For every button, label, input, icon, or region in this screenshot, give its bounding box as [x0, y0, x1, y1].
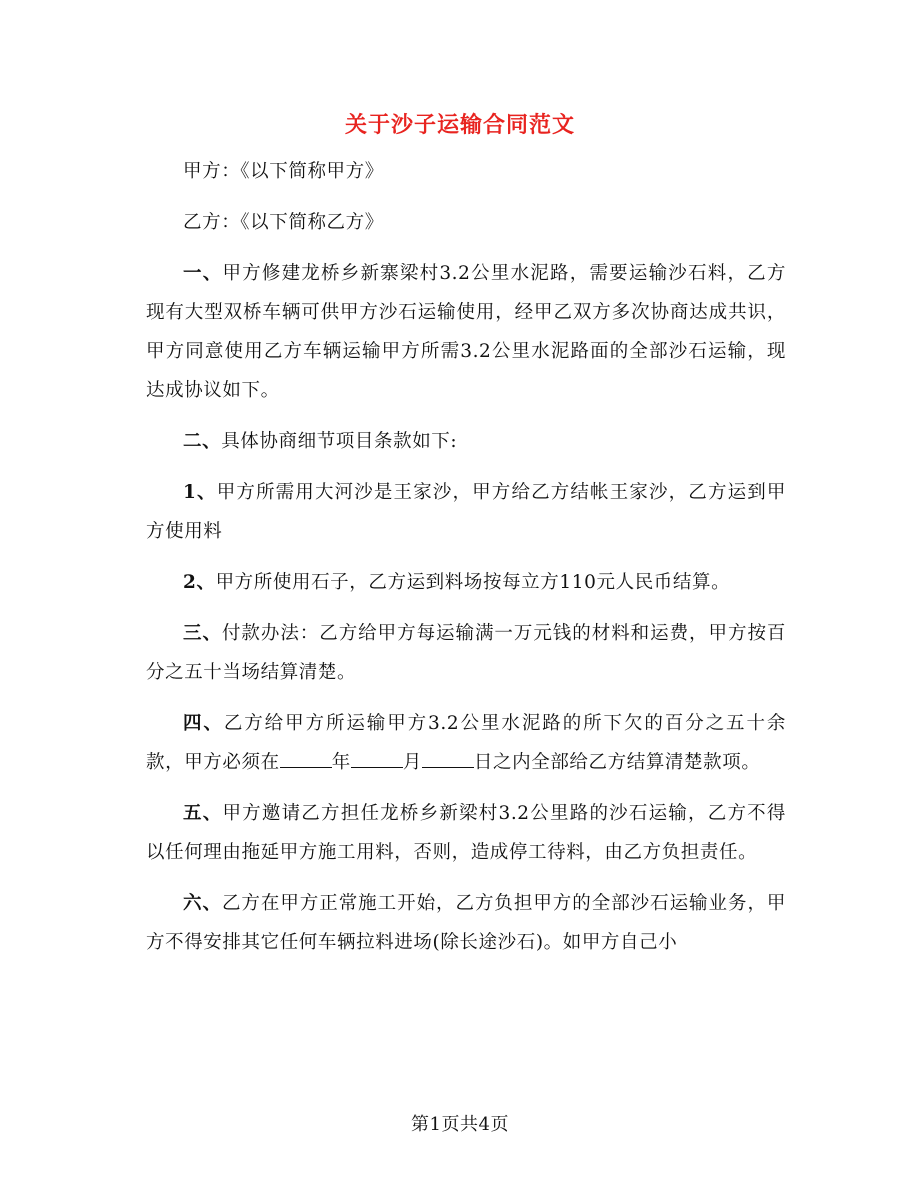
item-1	[146, 473, 786, 551]
blank-month-field	[351, 749, 403, 768]
item-text: 甲方所使用石子，乙方运到料场按每立方110元人民币结算。	[215, 572, 731, 593]
item-number: 2、	[183, 572, 216, 593]
party-a-line: 甲方：《以下简称甲方》	[183, 161, 384, 182]
clause-number: 一、	[183, 263, 223, 284]
clause-text-tail: 日之内全部给乙方结算清楚款项。	[473, 752, 761, 773]
item-number: 1、	[183, 482, 217, 503]
clause-number: 四、	[183, 713, 224, 734]
clause-text: 乙方在甲方正常施工开始，乙方负担甲方的全部沙石运输业务，甲方不得安排其它任何车辆拉料进场(除长途沙石)。如甲方自己小	[146, 893, 787, 953]
clause-3	[146, 614, 786, 692]
clause-text: 甲方修建龙桥乡新寨梁村3.2公里水泥路，需要运输沙石料，乙方现有大型双桥车辆可供甲方沙石运输使用，经甲乙双方多次协商达成共识，甲方同意使用乙方车辆运输甲方所需3.2公里水泥路面的全部沙石运输，现达成协议如下。	[146, 263, 786, 401]
clause-2	[146, 422, 786, 461]
clause-number: 三、	[183, 623, 222, 644]
blank-day-field	[422, 749, 474, 768]
clause-text: 甲方邀请乙方担任龙桥乡新梁村3.2公里路的沙石运输，乙方不得以任何理由拖延甲方施工用料，否则，造成停工待料，由乙方负担责任。	[146, 803, 786, 863]
clause-text: 乙方给甲方所运输甲方3.2公里水泥路的所下欠的百分之五十余款，甲方必须在	[146, 713, 786, 773]
clause-text: 具体协商细节项目条款如下:	[221, 431, 458, 452]
clause-5	[146, 794, 786, 872]
document-title: 关于沙子运输合同范文	[344, 112, 575, 138]
page-footer: 第1页共4页	[411, 1114, 509, 1135]
blank-year-field	[280, 749, 332, 768]
clause-number: 二、	[183, 431, 222, 452]
clause-text: 付款办法：乙方给甲方每运输满一万元钱的材料和运费，甲方按百分之五十当场结算清楚。	[146, 623, 787, 683]
clause-number: 六、	[183, 893, 222, 914]
clause-6	[146, 884, 786, 962]
party-b-line: 乙方：《以下简称乙方》	[183, 212, 384, 233]
year-label: 年	[331, 752, 351, 773]
item-2	[146, 563, 786, 602]
clause-number: 五、	[183, 803, 223, 824]
document-body	[146, 152, 786, 962]
item-text: 甲方所需用大河沙是王家沙，甲方给乙方结帐王家沙，乙方运到甲方使用料	[146, 482, 787, 542]
clause-1	[146, 254, 786, 410]
month-label: 月	[402, 752, 422, 773]
clause-4	[146, 704, 786, 782]
